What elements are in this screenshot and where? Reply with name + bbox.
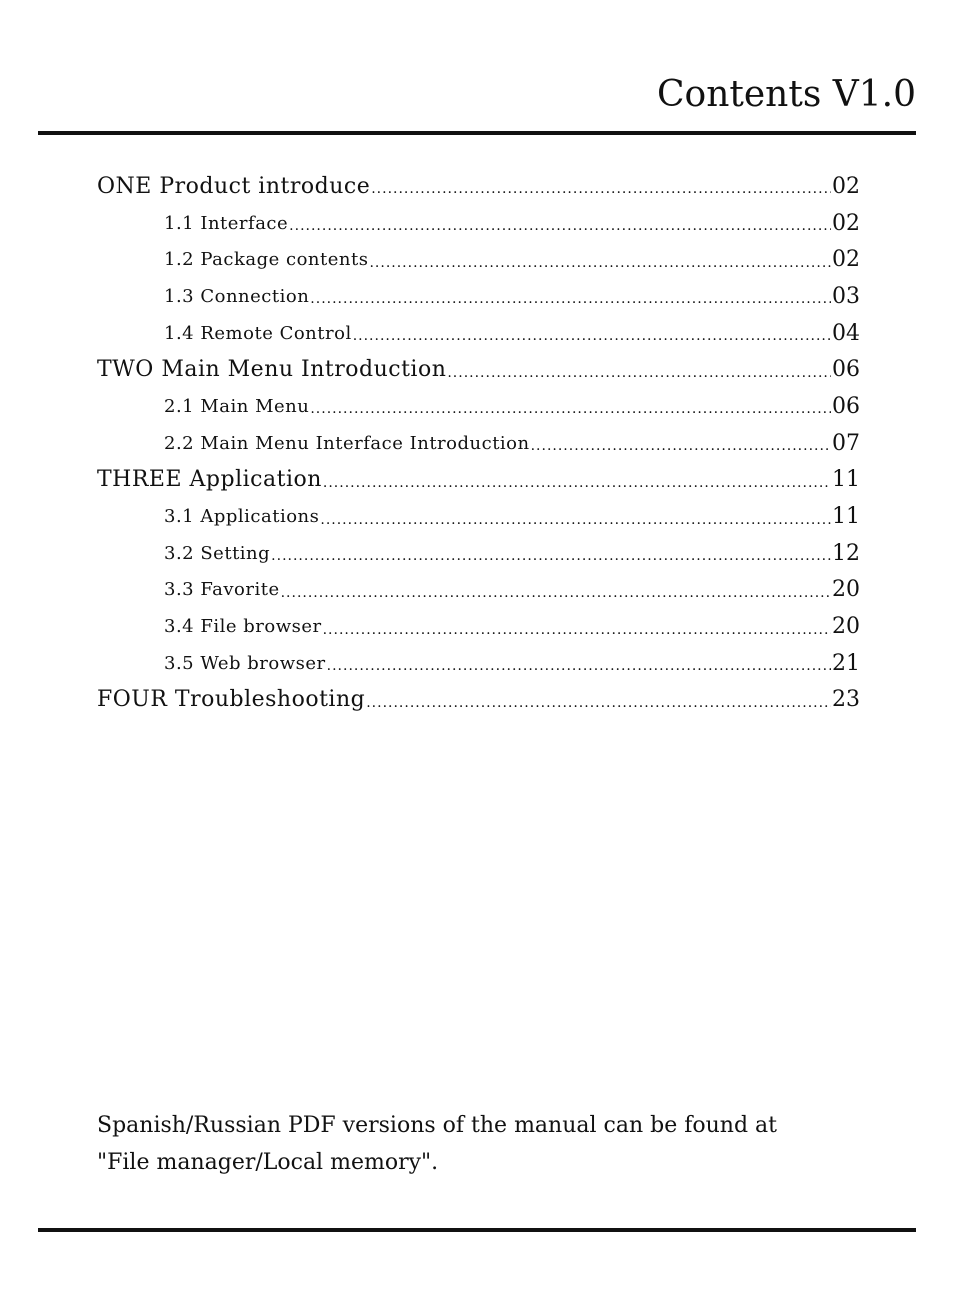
toc-dot-leader [531,438,831,454]
toc-page-number: 11 [832,467,860,493]
toc-entry-main-menu-interface-introduction[interactable] [97,425,860,462]
toc-entry-connection[interactable] [97,278,860,315]
note-line-2: "File manager/Local memory". [97,1150,439,1175]
toc-page-number: 23 [832,687,860,713]
toc-dot-leader [447,365,831,381]
toc-page-number: 12 [832,540,860,566]
toc-dot-leader [323,622,831,638]
toc-entry-label: 1.4 Remote Control [164,322,352,344]
toc-entry-favorite[interactable] [97,572,860,609]
toc-page-number: 07 [832,430,860,456]
toc-page-number: 03 [832,283,860,309]
toc-page-number: 06 [832,393,860,419]
toc-entry-label: 2.2 Main Menu Interface Introduction [164,432,530,454]
toc-entry-file-browser[interactable] [97,608,860,645]
toc-page-number: 20 [832,577,860,603]
toc-dot-leader [271,548,831,564]
toc-dot-leader [320,512,831,528]
toc-dot-leader [366,695,831,711]
toc-entry-four-troubleshooting[interactable] [97,682,860,719]
note-line-1: Spanish/Russian PDF versions of the manual can be found at [97,1113,777,1138]
header-divider [38,131,916,135]
toc-page-number: 20 [832,614,860,640]
toc-page-number: 02 [832,247,860,273]
toc-page-number: 02 [832,173,860,199]
toc-dot-leader [371,181,831,197]
page-title: Contents V1.0 [657,74,916,115]
toc-entry-web-browser[interactable] [97,645,860,682]
toc-entry-package-contents[interactable] [97,241,860,278]
footer-divider [38,1228,916,1232]
toc-entry-label: 1.3 Connection [164,285,310,307]
toc-entry-label: 3.5 Web browser [164,652,326,674]
toc-entry-setting[interactable] [97,535,860,572]
toc-dot-leader [289,218,831,234]
toc-entry-remote-control[interactable] [97,315,860,352]
toc-dot-leader [310,291,831,307]
toc-entry-one-product-introduce[interactable] [97,168,860,205]
toc-entry-interface[interactable] [97,205,860,242]
toc-entry-two-main-menu-introduction[interactable] [97,351,860,388]
toc-dot-leader [323,475,831,491]
toc-entry-label: 3.3 Favorite [164,579,280,601]
toc-entry-label: FOUR Troubleshooting [97,687,366,713]
toc-entry-label: 3.2 Setting [164,542,271,564]
toc-entry-main-menu[interactable] [97,388,860,425]
toc-entry-label: ONE Product introduce [97,173,371,199]
toc-dot-leader [327,658,831,674]
toc-entry-label: 3.1 Applications [164,506,320,528]
toc-entry-three-application[interactable] [97,462,860,499]
toc-dot-leader [369,255,831,271]
toc-entry-label: THREE Application [97,467,322,493]
table-of-contents [97,168,860,718]
toc-dot-leader [310,401,831,417]
toc-entry-label: 2.1 Main Menu [164,395,310,417]
manual-language-note [97,1107,857,1181]
toc-dot-leader [353,328,831,344]
toc-page-number: 06 [832,357,860,383]
toc-entry-applications[interactable] [97,498,860,535]
toc-page-number: 02 [832,210,860,236]
toc-entry-label: 1.2 Package contents [164,249,369,271]
toc-entry-label: 1.1 Interface [164,212,289,234]
toc-dot-leader [281,585,831,601]
toc-page-number: 04 [832,320,860,346]
toc-page-number: 21 [832,650,860,676]
toc-entry-label: TWO Main Menu Introduction [97,357,447,383]
toc-entry-label: 3.4 File browser [164,616,322,638]
toc-page-number: 11 [832,504,860,530]
